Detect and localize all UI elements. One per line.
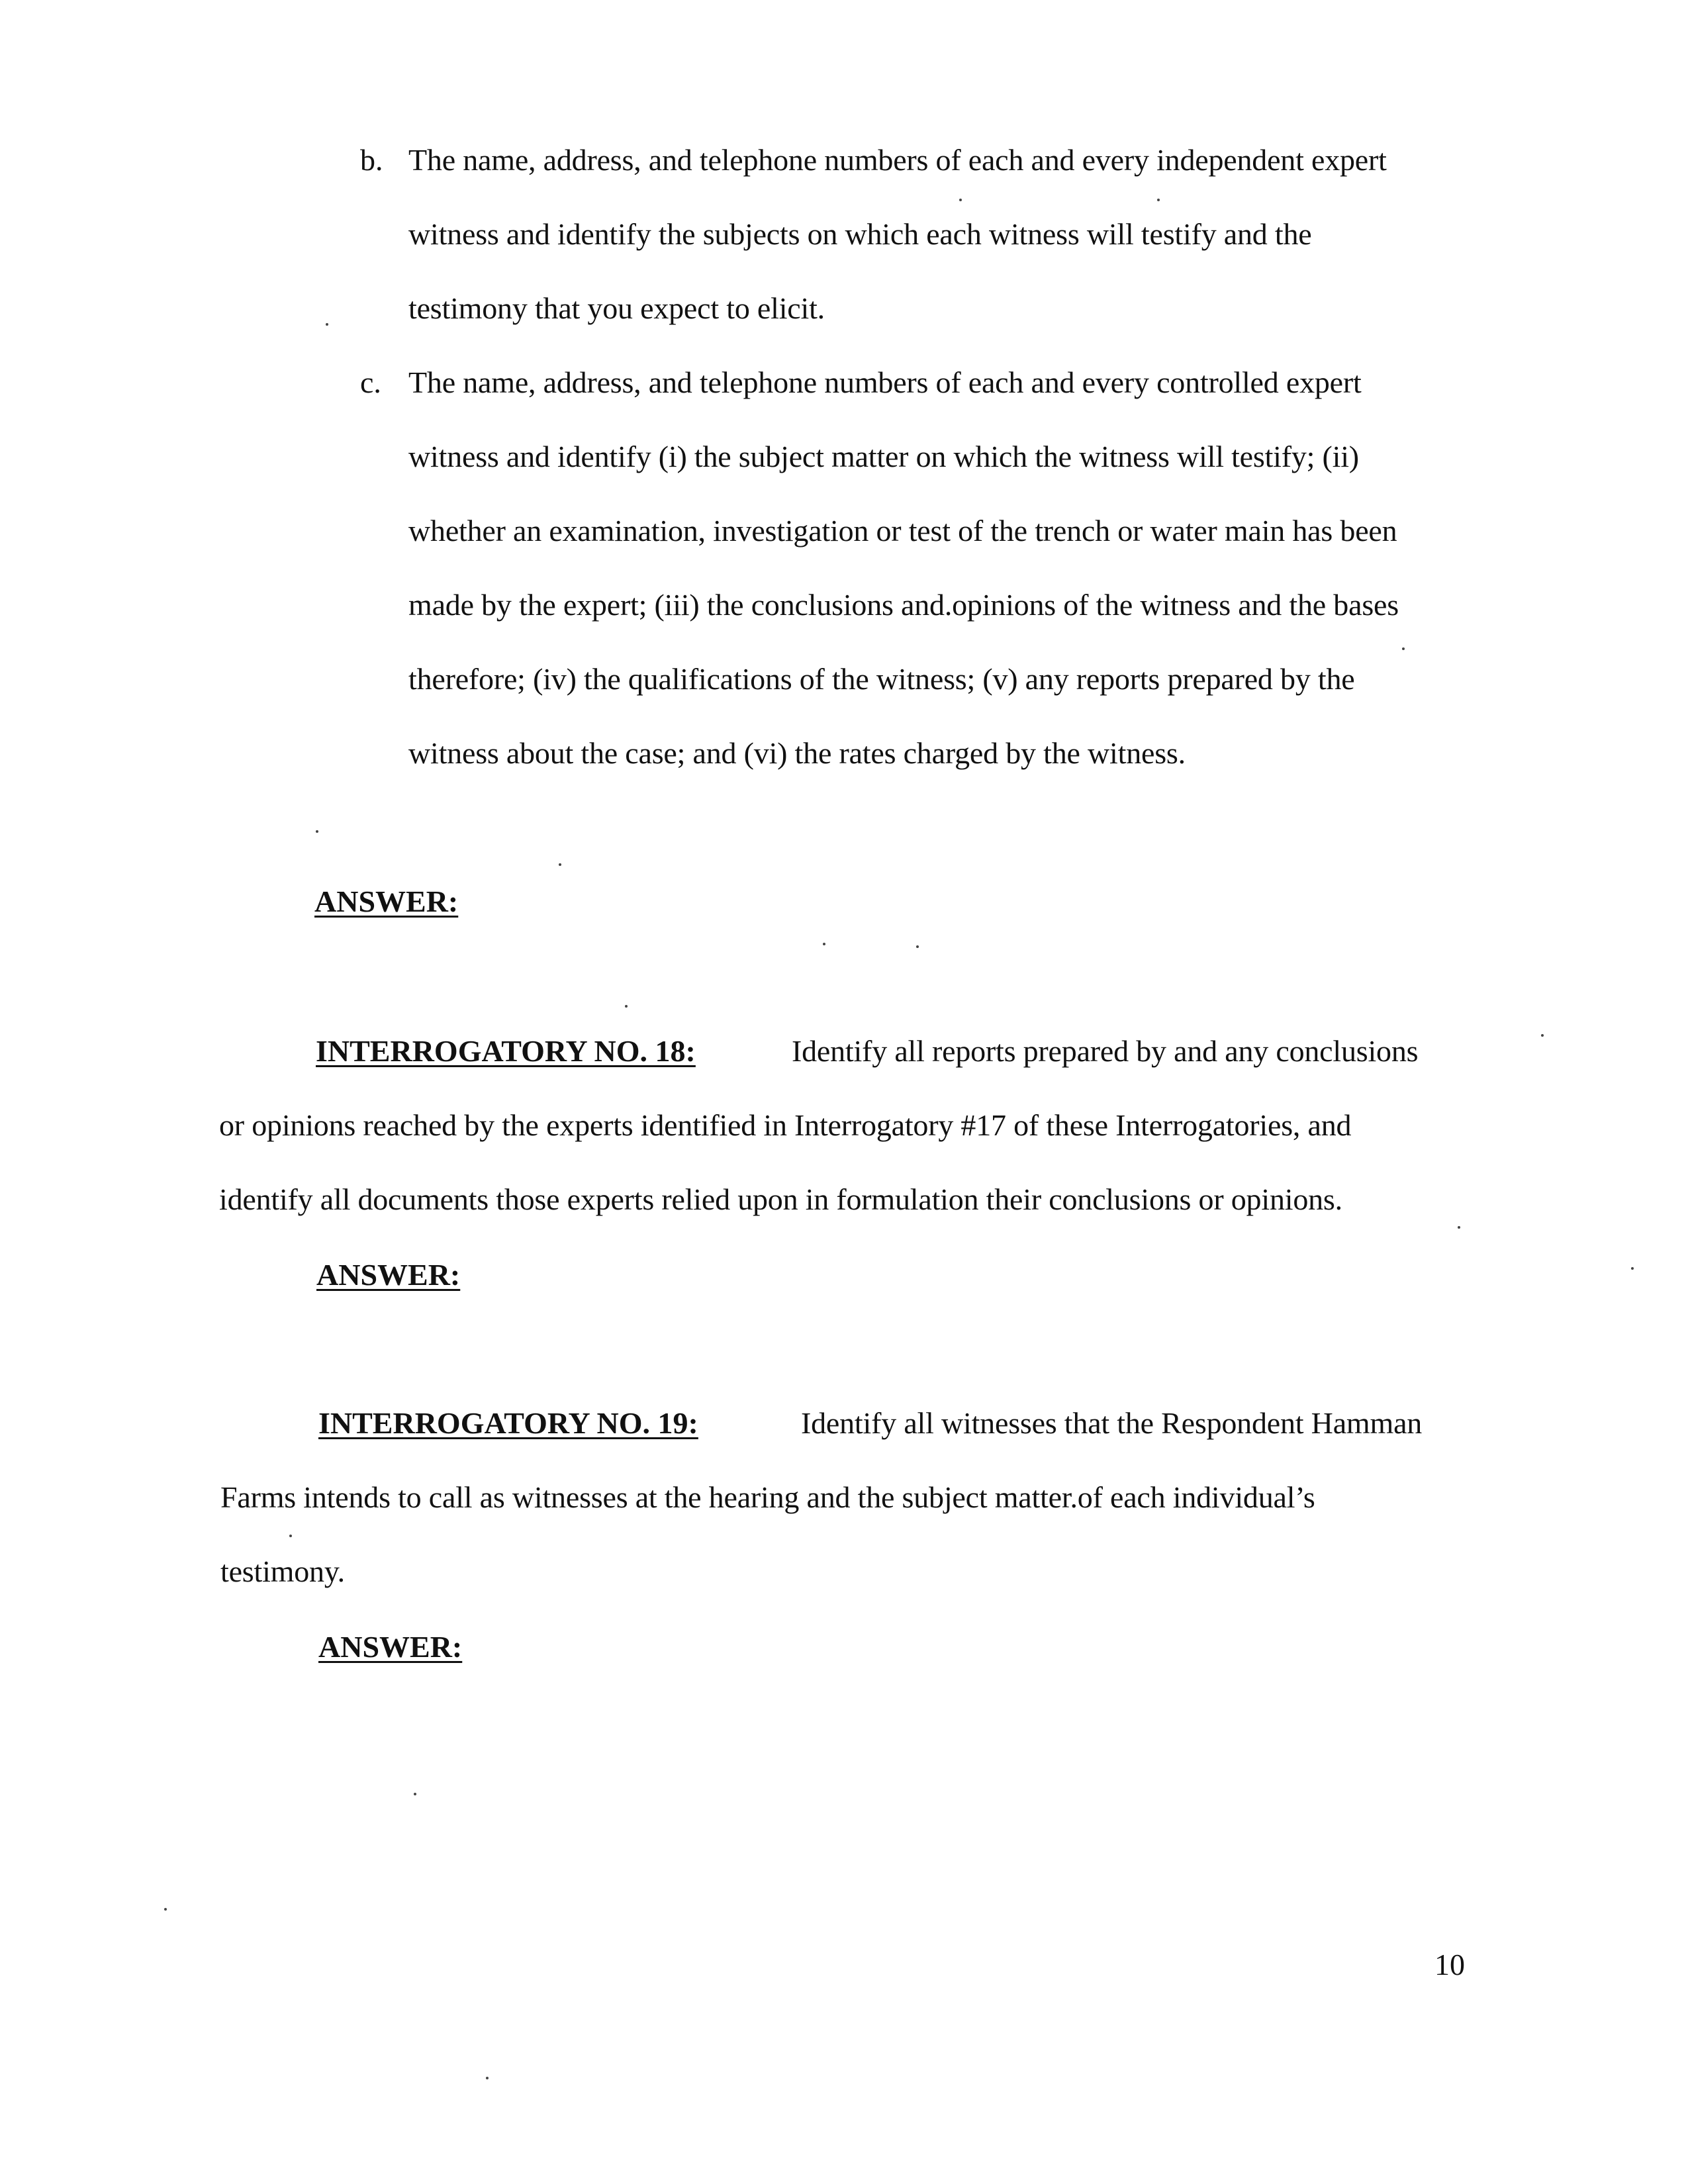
scan-speck [1157,199,1160,201]
interrogatory-18-line-1: Identify all reports prepared by and any conclusions [792,1034,1419,1068]
item-b-line-1: The name, address, and telephone numbers of each and every independent expert [408,143,1387,177]
item-c-marker: c. [360,365,381,399]
interrogatory-18-heading: INTERROGATORY NO. 18: [316,1034,696,1068]
item-c-line-1: The name, address, and telephone numbers of each and every controlled expert [408,365,1362,399]
scan-speck [326,323,328,326]
item-b-line-2: witness and identify the subjects on which each witness will testify and the [408,217,1312,251]
item-c-line-3: whether an examination, investigation or test of the trench or water main has been [408,514,1397,547]
scan-speck [1402,647,1405,650]
scan-speck [1631,1267,1634,1270]
scan-speck [625,1005,628,1008]
item-c-line-4: made by the expert; (iii) the conclusions and.opinions of the witness and the bases [408,588,1399,622]
scan-speck [414,1793,416,1795]
item-c-line-5: therefore; (iv) the qualifications of the witness; (v) any reports prepared by the [408,662,1355,696]
scan-speck [1458,1226,1460,1229]
item-c-line-6: witness about the case; and (vi) the rates charged by the witness. [408,736,1186,770]
scan-speck [823,943,825,945]
scan-speck [486,2077,489,2079]
scan-speck [1541,1034,1544,1037]
interrogatory-18-line-3: identify all documents those experts relied upon in formulation their conclusions or opinions. [219,1182,1342,1216]
page-number: 10 [1434,1948,1465,1981]
scan-speck [559,863,561,866]
answer-heading-19: ANSWER: [318,1630,463,1664]
item-c-line-2: witness and identify (i) the subject matter on which the witness will testify; (ii) [408,440,1359,473]
answer-heading-17: ANSWER: [314,884,459,918]
answer-heading-18: ANSWER: [316,1258,461,1292]
interrogatory-19-line-2: Farms intends to call as witnesses at the hearing and the subject matter.of each individual’s [220,1480,1315,1514]
scan-speck [164,1908,167,1911]
scan-speck [316,830,318,833]
interrogatory-19-heading: INTERROGATORY NO. 19: [318,1406,698,1440]
interrogatory-18-line-2: or opinions reached by the experts identified in Interrogatory #17 of these Interrogatories, and [219,1108,1352,1142]
interrogatory-19-line-1: Identify all witnesses that the Respondent Hamman [801,1406,1423,1440]
item-b-line-3: testimony that you expect to elicit. [408,291,825,325]
item-b-marker: b. [360,143,383,177]
scan-speck [289,1535,292,1537]
scan-speck [916,945,919,948]
scan-speck [959,199,962,201]
interrogatory-19-line-3: testimony. [220,1554,345,1588]
